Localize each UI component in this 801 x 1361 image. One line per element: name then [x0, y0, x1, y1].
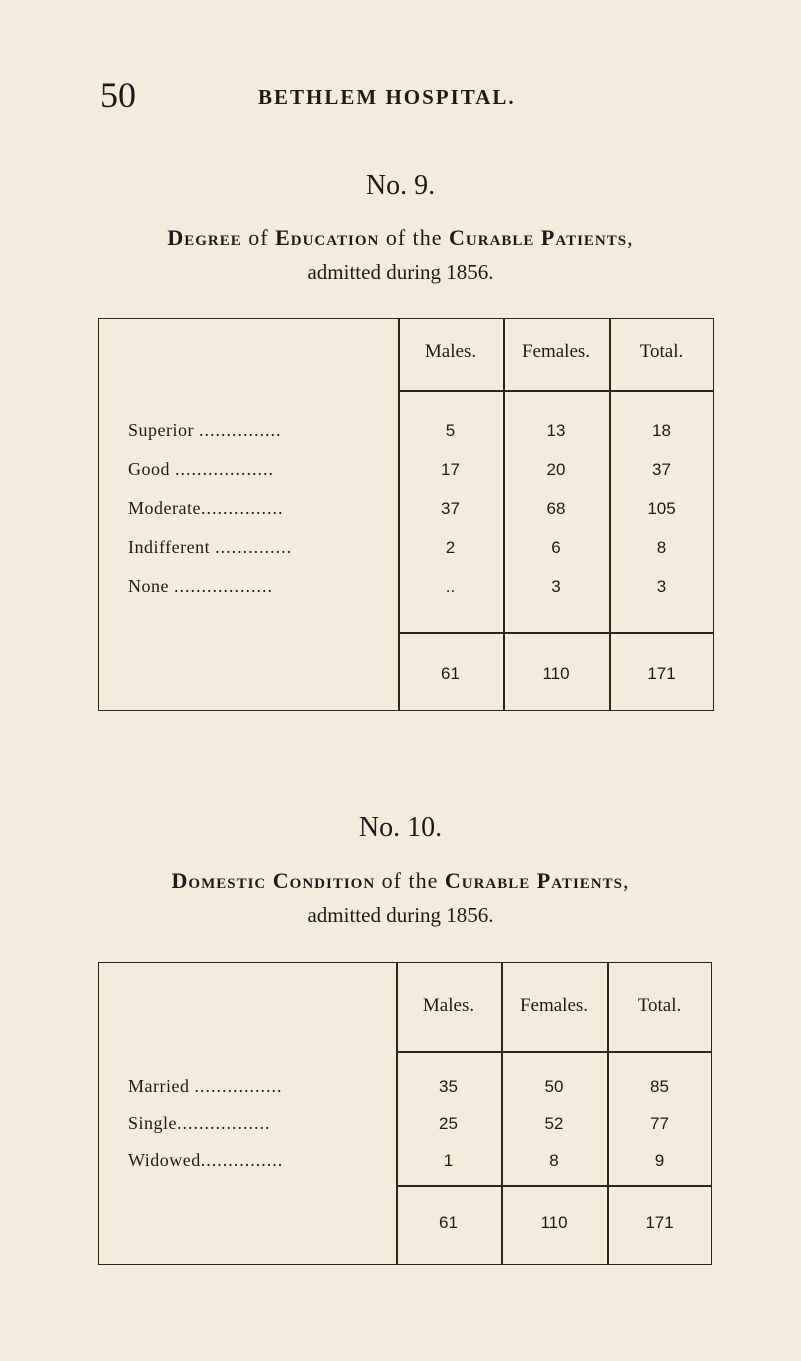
table9-subtitle: admitted during 1856. — [307, 260, 494, 284]
table9-total-females: 110 — [542, 664, 570, 683]
table9-title-part: Education — [275, 225, 380, 250]
table9-row-label — [128, 498, 283, 519]
table10-col-females: Females. — [519, 995, 589, 1016]
table9-title-part: Degree — [167, 225, 242, 250]
table9-cell: 3 — [551, 577, 561, 596]
table10-cell: 25 — [439, 1114, 458, 1133]
table9-title-part: of — [241, 225, 276, 250]
table10-cell: 9 — [654, 1151, 665, 1170]
page-number: 50 — [100, 75, 136, 115]
table10-row-label-text: Single — [128, 1113, 178, 1133]
table9-cell: 37 — [441, 499, 460, 518]
table10-col-total: Total. — [637, 995, 682, 1016]
table10-col-males: Males. — [422, 995, 475, 1016]
table10-row-label — [128, 1113, 271, 1134]
table10-title-part: Curable Patients — [444, 868, 623, 893]
table9-cell: 68 — [546, 499, 566, 518]
table10-cell: 1 — [443, 1151, 454, 1170]
table10-row-label-text: Widowed — [128, 1150, 201, 1170]
table9-total-rule — [398, 632, 714, 634]
table10-cell: 85 — [650, 1077, 669, 1096]
table10-cell: 52 — [544, 1114, 564, 1133]
table9-cell: 5 — [445, 421, 456, 440]
table9-cell: 13 — [546, 421, 566, 440]
table9-col-males: Males. — [424, 341, 477, 362]
table9-row-label — [128, 537, 292, 558]
table9-cell: 20 — [546, 460, 566, 479]
table9-col-total: Total. — [639, 341, 684, 362]
leader-dots: .................. — [174, 576, 273, 596]
table10-cell: 8 — [549, 1151, 559, 1170]
leader-dots: ................ — [194, 1076, 283, 1096]
table9-title-part: Curable Patients — [449, 225, 628, 250]
table9-row-label-text: Good — [128, 459, 170, 479]
leader-dots: .............. — [215, 537, 293, 557]
table9-cell: 37 — [652, 460, 671, 479]
table9-row-label-text: Moderate — [128, 498, 201, 518]
table9-row-label — [128, 459, 274, 480]
leader-dots: ............... — [200, 1150, 284, 1170]
leader-dots: ............... — [199, 420, 282, 440]
table10-title-part: , — [622, 868, 630, 893]
table9-row-label-text: Indifferent — [128, 537, 211, 557]
table9-col-females: Females. — [521, 341, 591, 362]
table9-row-label-text: None — [128, 576, 169, 596]
table9-cell: 6 — [551, 538, 561, 557]
running-title: BETHLEM HOSPITAL. — [258, 85, 516, 109]
table10-number: No. 10. — [358, 812, 443, 843]
leader-dots: ................. — [177, 1113, 271, 1133]
table10-total-males: 61 — [439, 1213, 458, 1232]
table9-cell: .. — [445, 577, 456, 596]
table9-title-part: , — [627, 225, 634, 250]
table10-row-label — [128, 1076, 282, 1097]
table10-total-all: 171 — [645, 1213, 674, 1232]
table9-cell: 3 — [656, 577, 667, 596]
table10-subtitle: admitted during 1856. — [307, 903, 494, 927]
table9-cell: 105 — [647, 499, 676, 518]
table10-title-part: Domestic Condition — [171, 868, 376, 893]
table9-title — [0, 225, 801, 251]
table9-header-rule — [398, 390, 714, 392]
table9-total-males: 61 — [441, 664, 460, 683]
table10-header-rule — [396, 1051, 712, 1053]
table9-cell: 2 — [445, 538, 456, 557]
table10-title — [0, 868, 801, 894]
table9-cell: 8 — [656, 538, 667, 557]
table9-row-label-text: Superior — [128, 420, 194, 440]
table9-total-all: 171 — [647, 664, 676, 683]
table10-cell: 77 — [650, 1114, 669, 1133]
table10-cell: 35 — [439, 1077, 458, 1096]
table9-number: No. 9. — [365, 170, 436, 201]
table9-title-part: of the — [379, 225, 450, 250]
table9-row-label — [128, 576, 273, 597]
table10-row-label — [128, 1150, 283, 1171]
leader-dots: .................. — [175, 459, 274, 479]
table10-cell: 50 — [544, 1077, 564, 1096]
leader-dots: ............... — [200, 498, 284, 518]
table10-title-part: of the — [375, 868, 445, 893]
table10-total-females: 110 — [540, 1213, 568, 1232]
table10-row-label-text: Married — [128, 1076, 190, 1096]
table9-row-label — [128, 420, 282, 441]
table10-total-rule — [396, 1185, 712, 1187]
table9-cell: 17 — [441, 460, 460, 479]
table9-cell: 18 — [652, 421, 671, 440]
